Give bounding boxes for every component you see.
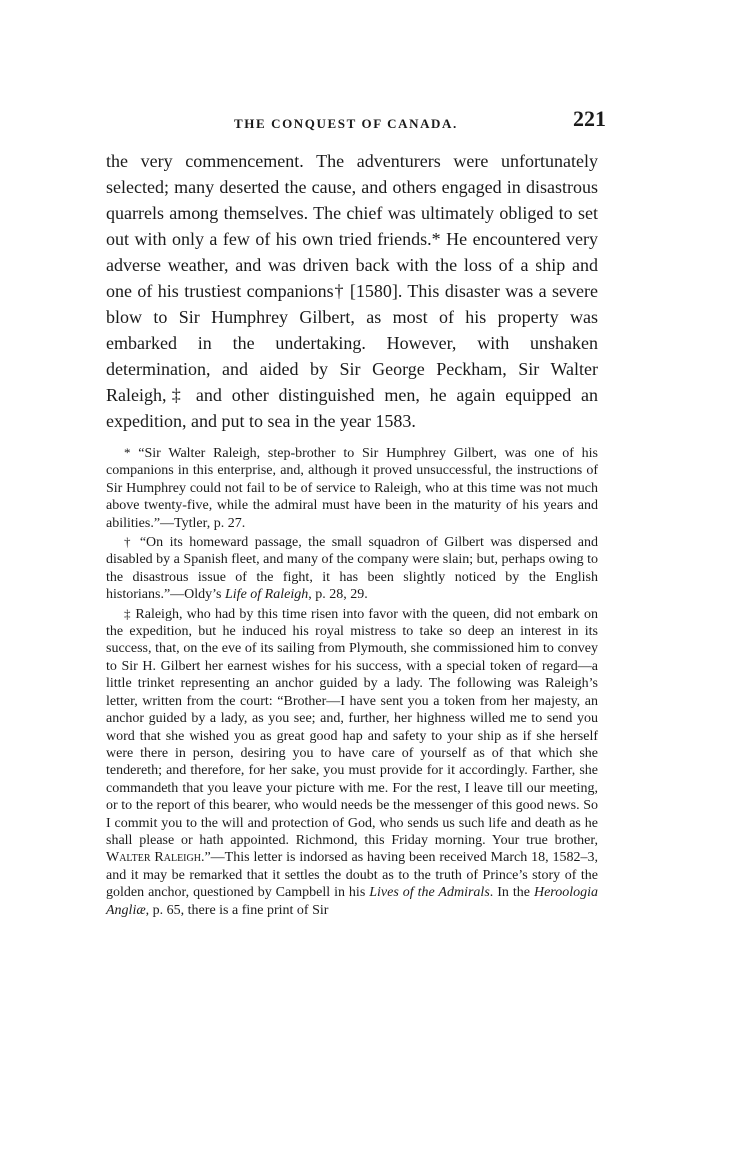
- book-page: [106, 104, 606, 920]
- footnote-text: Raleigh, who had by this time risen into favor with the queen, did not embark on the expedition, but he induced his royal mistress to take so deep an interest in its success, that, on the eve of its sailing from Plymouth, she commissioned him to convey to Sir H. Gilbert her earnest wishes for his success, with a special token of regard—a little trinket representing an anchor guided by a lady. The following was Raleigh’s letter, written from the court: “Brother—I have sent you a token from her majesty, an anchor guided by a lady, as you see; and, further, her highness willed me to send you word that she wished you as great good hap and safety to your ship as if she herself were there in person, desiring you to have care of yourself as of that which she tendereth; and therefore, for her sake, you must provide for it accordingly. Farther, she commandeth that you leave your picture with me. For the rest, I leave till our meeting, or to the report of this bearer, who would needs be the messenger of this good news. So I commit you to the will and protection of God, who sends us such life and death as he shall please or hath appointed. Richmond, this Friday morning. Your true brother,: [106, 606, 599, 848]
- footnote-mark: *: [124, 445, 131, 460]
- footnote-book-title: Heroologia Angliæ: [106, 885, 598, 918]
- body-paragraph: the very commencement. The adventurers were unfortunately selected; many deserted the cause, and others engaged in disastrous quarrels among themselves. The chief was ultimately obliged to set out with only a few of his own tried friends.* He encountered very adverse weather, and was driven back with the loss of a ship and one of his trustiest companions† [1580]. This disaster was a severe blow to Sir Humphrey Gilbert, as most of his property was embarked in the undertaking. However, with unshaken determination, and aided by Sir George Peckham, Sir Walter Raleigh,‡ and other distinguished men, he again equipped an expedition, and put to sea in the year 1583.: [106, 151, 598, 431]
- footnote-text-continued: .”—This letter is indorsed as having been received March 18, 1582–3, and it may be remarked that it settles the doubt as to the truth of Prince’s story of the golden anchor, questioned by Campbell in his: [106, 850, 598, 901]
- footnote-text-tail: , p. 28, 29.: [308, 587, 368, 603]
- footnote-1: [106, 444, 598, 532]
- footnotes: [106, 444, 598, 919]
- footnote-mark: †: [124, 534, 134, 550]
- footnote-mark: ‡: [124, 605, 132, 621]
- running-head: [106, 104, 606, 134]
- running-title: THE CONQUEST OF CANADA.: [234, 116, 458, 131]
- footnote-text: “On its homeward passage, the small squadron of Gilbert was dispersed and disabled by a Spanish fleet, and many of the company were slain; but, perhaps owing to the disastrous issue of the fight, it has been slightly noticed by the English historians.”—Oldy’s: [106, 535, 599, 603]
- footnote-text-tail: , p. 65, there is a fine print of Sir: [145, 902, 329, 918]
- footnote-book-title: Lives of the Admirals: [369, 885, 490, 901]
- footnote-2: [106, 533, 598, 604]
- footnote-text: “Sir Walter Raleigh, step-brother to Sir Humphrey Gilbert, was one of his companions in this enterprise, and, although it proved unsuccessful, the instructions of Sir Humphrey could not fail to be of service to Raleigh, who at this time was not much above twenty-five, while the admiral must have been in the maturity of his years and abilities.”—Tytler, p. 27.: [106, 446, 598, 531]
- footnote-3: [106, 605, 598, 919]
- footnote-book-title: Life of Raleigh: [225, 587, 309, 603]
- footnote-text-continued: . In the: [489, 885, 530, 901]
- letter-signature: Walter Raleigh: [106, 850, 201, 866]
- page-number: 221: [573, 106, 606, 131]
